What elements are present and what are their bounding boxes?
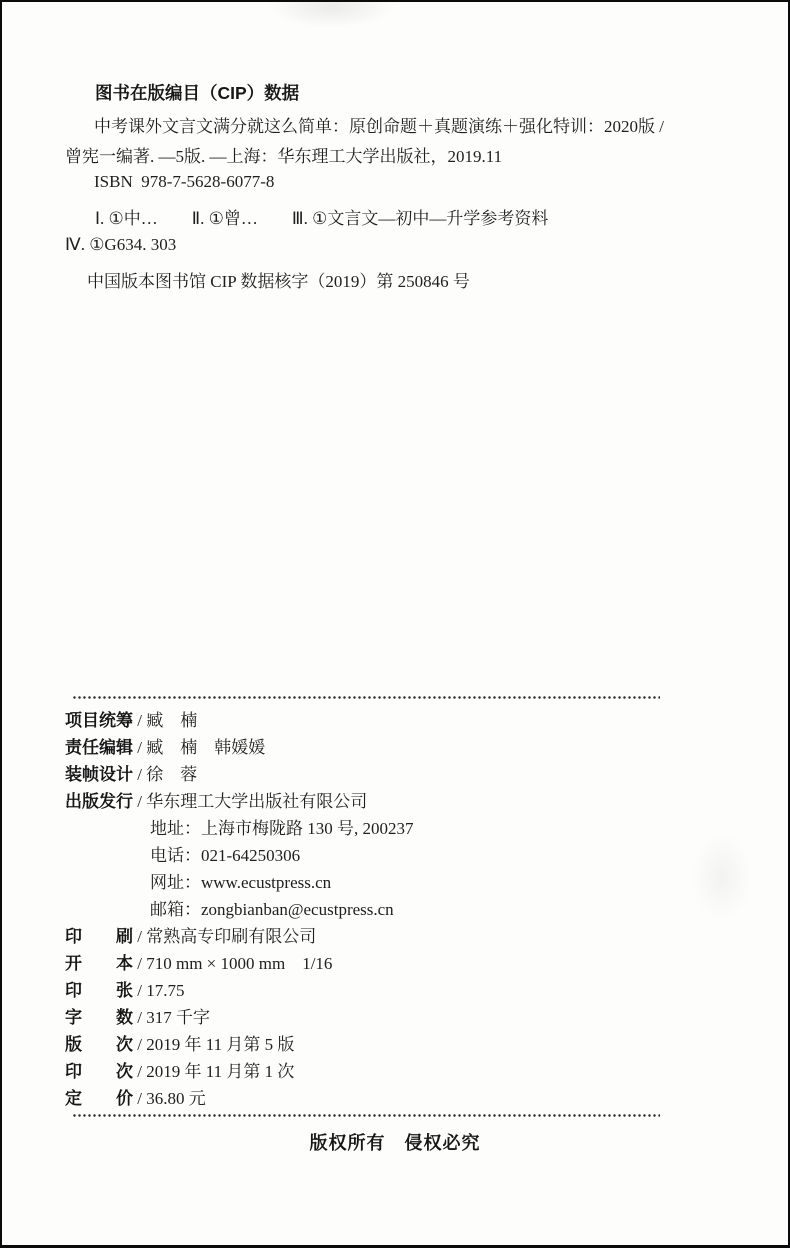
colophon-row-phone xyxy=(150,842,725,869)
colophon-row-project-coordinator xyxy=(65,707,725,734)
colophon-separator: ： xyxy=(184,900,201,919)
colophon-row-publisher xyxy=(65,788,725,815)
colophon-row-address xyxy=(150,815,725,842)
colophon-label: 网址 xyxy=(150,873,184,892)
colophon-value: 常熟高专印刷有限公司 xyxy=(146,927,317,946)
dotted-divider-top xyxy=(72,696,660,699)
colophon-value: 17.75 xyxy=(146,981,185,1000)
cip-classification-line-1: Ⅰ. ①中… Ⅱ. ①曾… Ⅲ. ①文言文—初中—升学参考资料 xyxy=(95,209,549,228)
colophon-separator: / xyxy=(133,792,147,811)
dotted-divider-bottom xyxy=(72,1114,660,1117)
colophon-label: 地址 xyxy=(150,819,184,838)
colophon-row-responsible-editor xyxy=(65,734,725,761)
cip-record-line-2: 曾宪一编著. —5版. —上海：华东理工大学出版社，2019.11 xyxy=(65,147,503,166)
colophon-row-price xyxy=(65,1085,725,1112)
colophon-row-sheets xyxy=(65,977,725,1004)
colophon-label: 出版发行 xyxy=(65,792,133,811)
colophon-label: 版 次 xyxy=(65,1035,133,1054)
colophon-separator: / xyxy=(133,1008,147,1027)
colophon-row-edition xyxy=(65,1031,725,1058)
colophon-separator: ： xyxy=(184,846,201,865)
colophon-row-book-design xyxy=(65,761,725,788)
colophon-label: 定 价 xyxy=(65,1089,133,1108)
colophon-value: 2019 年 11 月第 5 版 xyxy=(146,1035,295,1054)
cip-heading: 图书在版编目（CIP）数据 xyxy=(95,83,300,103)
colophon-separator: ： xyxy=(184,819,201,838)
cip-classification-line-2: Ⅳ. ①G634. 303 xyxy=(65,235,177,254)
colophon-value: 36.80 元 xyxy=(146,1089,206,1108)
colophon-value: 317 千字 xyxy=(146,1008,210,1027)
cip-isbn: ISBN 978-7-5628-6077-8 xyxy=(94,172,275,191)
colophon-label: 字 数 xyxy=(65,1008,133,1027)
colophon-value: www.ecustpress.cn xyxy=(201,873,332,892)
colophon-separator: / xyxy=(133,1089,147,1108)
colophon-value: 2019 年 11 月第 1 次 xyxy=(146,1062,295,1081)
colophon-label: 印 刷 xyxy=(65,927,133,946)
colophon-row-website xyxy=(150,869,725,896)
colophon-separator: / xyxy=(133,981,147,1000)
colophon-row-impression xyxy=(65,1058,725,1085)
colophon-separator: / xyxy=(133,927,147,946)
colophon-label: 项目统筹 xyxy=(65,711,133,730)
colophon-section xyxy=(65,707,725,1112)
cip-record-line-1: 中考课外文言文满分就这么简单：原创命题＋真题演练＋强化特训：2020版 / xyxy=(94,117,664,136)
colophon-separator: / xyxy=(133,738,147,757)
colophon-separator: / xyxy=(133,711,147,730)
colophon-label: 印 张 xyxy=(65,981,133,1000)
colophon-value: 徐 蓉 xyxy=(146,765,198,784)
copyright-notice: 版权所有 侵权必究 xyxy=(309,1133,481,1153)
colophon-separator: / xyxy=(133,765,147,784)
colophon-label: 邮箱 xyxy=(150,900,184,919)
colophon-row-word-count xyxy=(65,1004,725,1031)
colophon-label: 电话 xyxy=(150,846,184,865)
colophon-separator: / xyxy=(133,1035,147,1054)
colophon-value: 上海市梅陇路 130 号, 200237 xyxy=(201,819,414,838)
colophon-value: 臧 楠 韩媛媛 xyxy=(146,738,266,757)
colophon-label: 装帧设计 xyxy=(65,765,133,784)
colophon-separator: / xyxy=(133,1062,147,1081)
colophon-separator: / xyxy=(133,954,147,973)
cip-registration-number: 中国版本图书馆 CIP 数据核字（2019）第 250846 号 xyxy=(87,272,470,291)
colophon-label: 开 本 xyxy=(65,954,133,973)
colophon-value: 021-64250306 xyxy=(201,846,301,865)
colophon-row-format xyxy=(65,950,725,977)
colophon-value: 华东理工大学出版社有限公司 xyxy=(146,792,368,811)
colophon-value: 710 mm × 1000 mm 1/16 xyxy=(146,954,333,973)
colophon-row-printer xyxy=(65,923,725,950)
colophon-label: 印 次 xyxy=(65,1062,133,1081)
scan-smudge xyxy=(267,2,397,28)
colophon-value: 臧 楠 xyxy=(146,711,198,730)
colophon-separator: ： xyxy=(184,873,201,892)
colophon-row-email xyxy=(150,896,725,923)
colophon-value: zongbianban@ecustpress.cn xyxy=(201,900,394,919)
colophon-label: 责任编辑 xyxy=(65,738,133,757)
